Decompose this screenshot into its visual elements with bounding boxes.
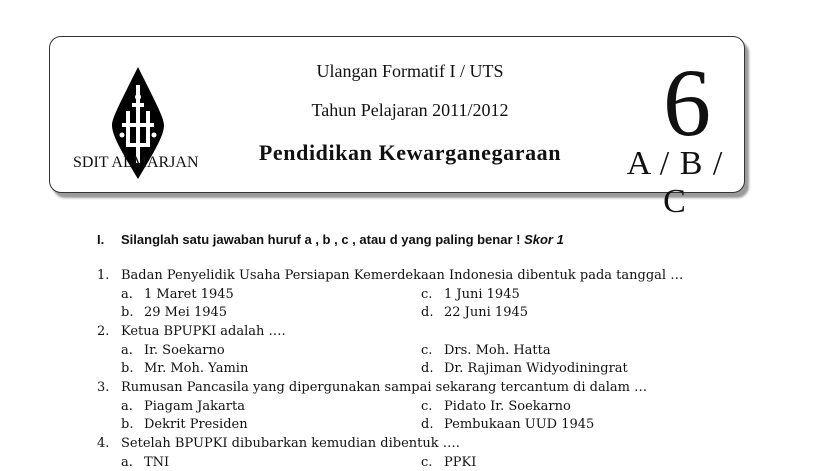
option-text: Mr. Moh. Yamin	[144, 361, 249, 376]
option-text: 22 Juni 1945	[444, 305, 529, 320]
option-letter: a.	[121, 455, 133, 470]
academic-year: Tahun Pelajaran 2011/2012	[311, 100, 509, 120]
option-letter: b.	[121, 305, 134, 320]
option-letter: c.	[421, 343, 433, 358]
section-instruction	[97, 232, 564, 247]
option-letter: b.	[121, 417, 134, 432]
exam-header-box	[49, 36, 745, 220]
subject-title: Pendidikan Kewarganegaraan	[258, 140, 562, 165]
option-3a[interactable]	[121, 399, 245, 414]
option-letter: c.	[421, 287, 433, 302]
instruction-text: Silanglah satu jawaban huruf a , b , c , atau d yang paling benar !	[121, 232, 525, 247]
school-name: SDIT ALMARJAN	[73, 154, 199, 171]
option-1c[interactable]	[421, 287, 520, 302]
option-3c[interactable]	[421, 399, 571, 414]
question-number: 1.	[97, 268, 110, 283]
option-1d[interactable]	[421, 305, 528, 320]
option-1a[interactable]	[121, 287, 234, 302]
option-text: 29 Mei 1945	[144, 305, 228, 320]
option-text: Dekrit Presiden	[144, 417, 248, 432]
question-text: Badan Penyelidik Usaha Persiapan Kemerdekaan Indonesia dibentuk pada tanggal …	[121, 268, 684, 283]
class-list: A / B / C	[626, 145, 724, 220]
question-text: Rumusan Pancasila yang dipergunakan sampai sekarang tercantum di dalam …	[121, 380, 648, 395]
option-text: Pidato Ir. Soekarno	[444, 399, 571, 414]
question-3	[97, 380, 647, 395]
question-text: Setelah BPUPKI dibubarkan kemudian dibentuk ….	[121, 436, 460, 451]
question-4	[97, 436, 460, 451]
option-3d[interactable]	[421, 417, 594, 432]
option-text: 1 Maret 1945	[144, 287, 234, 302]
section-number: I.	[97, 232, 105, 247]
option-letter: c.	[421, 399, 433, 414]
option-3b[interactable]	[121, 417, 248, 432]
question-text: Ketua BPUPKI adalah ….	[121, 324, 286, 339]
option-letter: c.	[421, 455, 433, 470]
option-letter: d.	[421, 417, 434, 432]
option-text: Pembukaan UUD 1945	[444, 417, 595, 432]
option-text: PPKI	[444, 455, 477, 470]
option-letter: d.	[421, 361, 434, 376]
exam-title: Ulangan Formatif I / UTS	[316, 61, 504, 81]
option-text: Ir. Soekarno	[144, 343, 225, 358]
option-letter: b.	[121, 361, 134, 376]
option-text: Piagam Jakarta	[144, 399, 245, 414]
grade-number: 6	[663, 49, 711, 156]
option-text: 1 Juni 1945	[444, 287, 520, 302]
question-1	[97, 268, 683, 283]
option-text: TNI	[144, 455, 170, 470]
option-2a[interactable]	[121, 343, 225, 358]
question-number: 4.	[97, 436, 110, 451]
option-2b[interactable]	[121, 361, 248, 376]
question-number: 2.	[97, 324, 110, 339]
option-text: Dr. Rajiman Widyodiningrat	[444, 361, 628, 376]
option-text: Drs. Moh. Hatta	[444, 343, 551, 358]
score-label: Skor 1	[524, 232, 564, 247]
option-letter: d.	[421, 305, 434, 320]
option-letter: a.	[121, 343, 133, 358]
option-1b[interactable]	[121, 305, 227, 320]
option-letter: a.	[121, 399, 133, 414]
option-2d[interactable]	[421, 361, 628, 376]
option-letter: a.	[121, 287, 133, 302]
option-2c[interactable]	[421, 343, 551, 358]
question-2	[97, 324, 286, 339]
option-4a[interactable]	[121, 455, 169, 470]
question-number: 3.	[97, 380, 110, 395]
option-4c[interactable]	[421, 455, 476, 470]
